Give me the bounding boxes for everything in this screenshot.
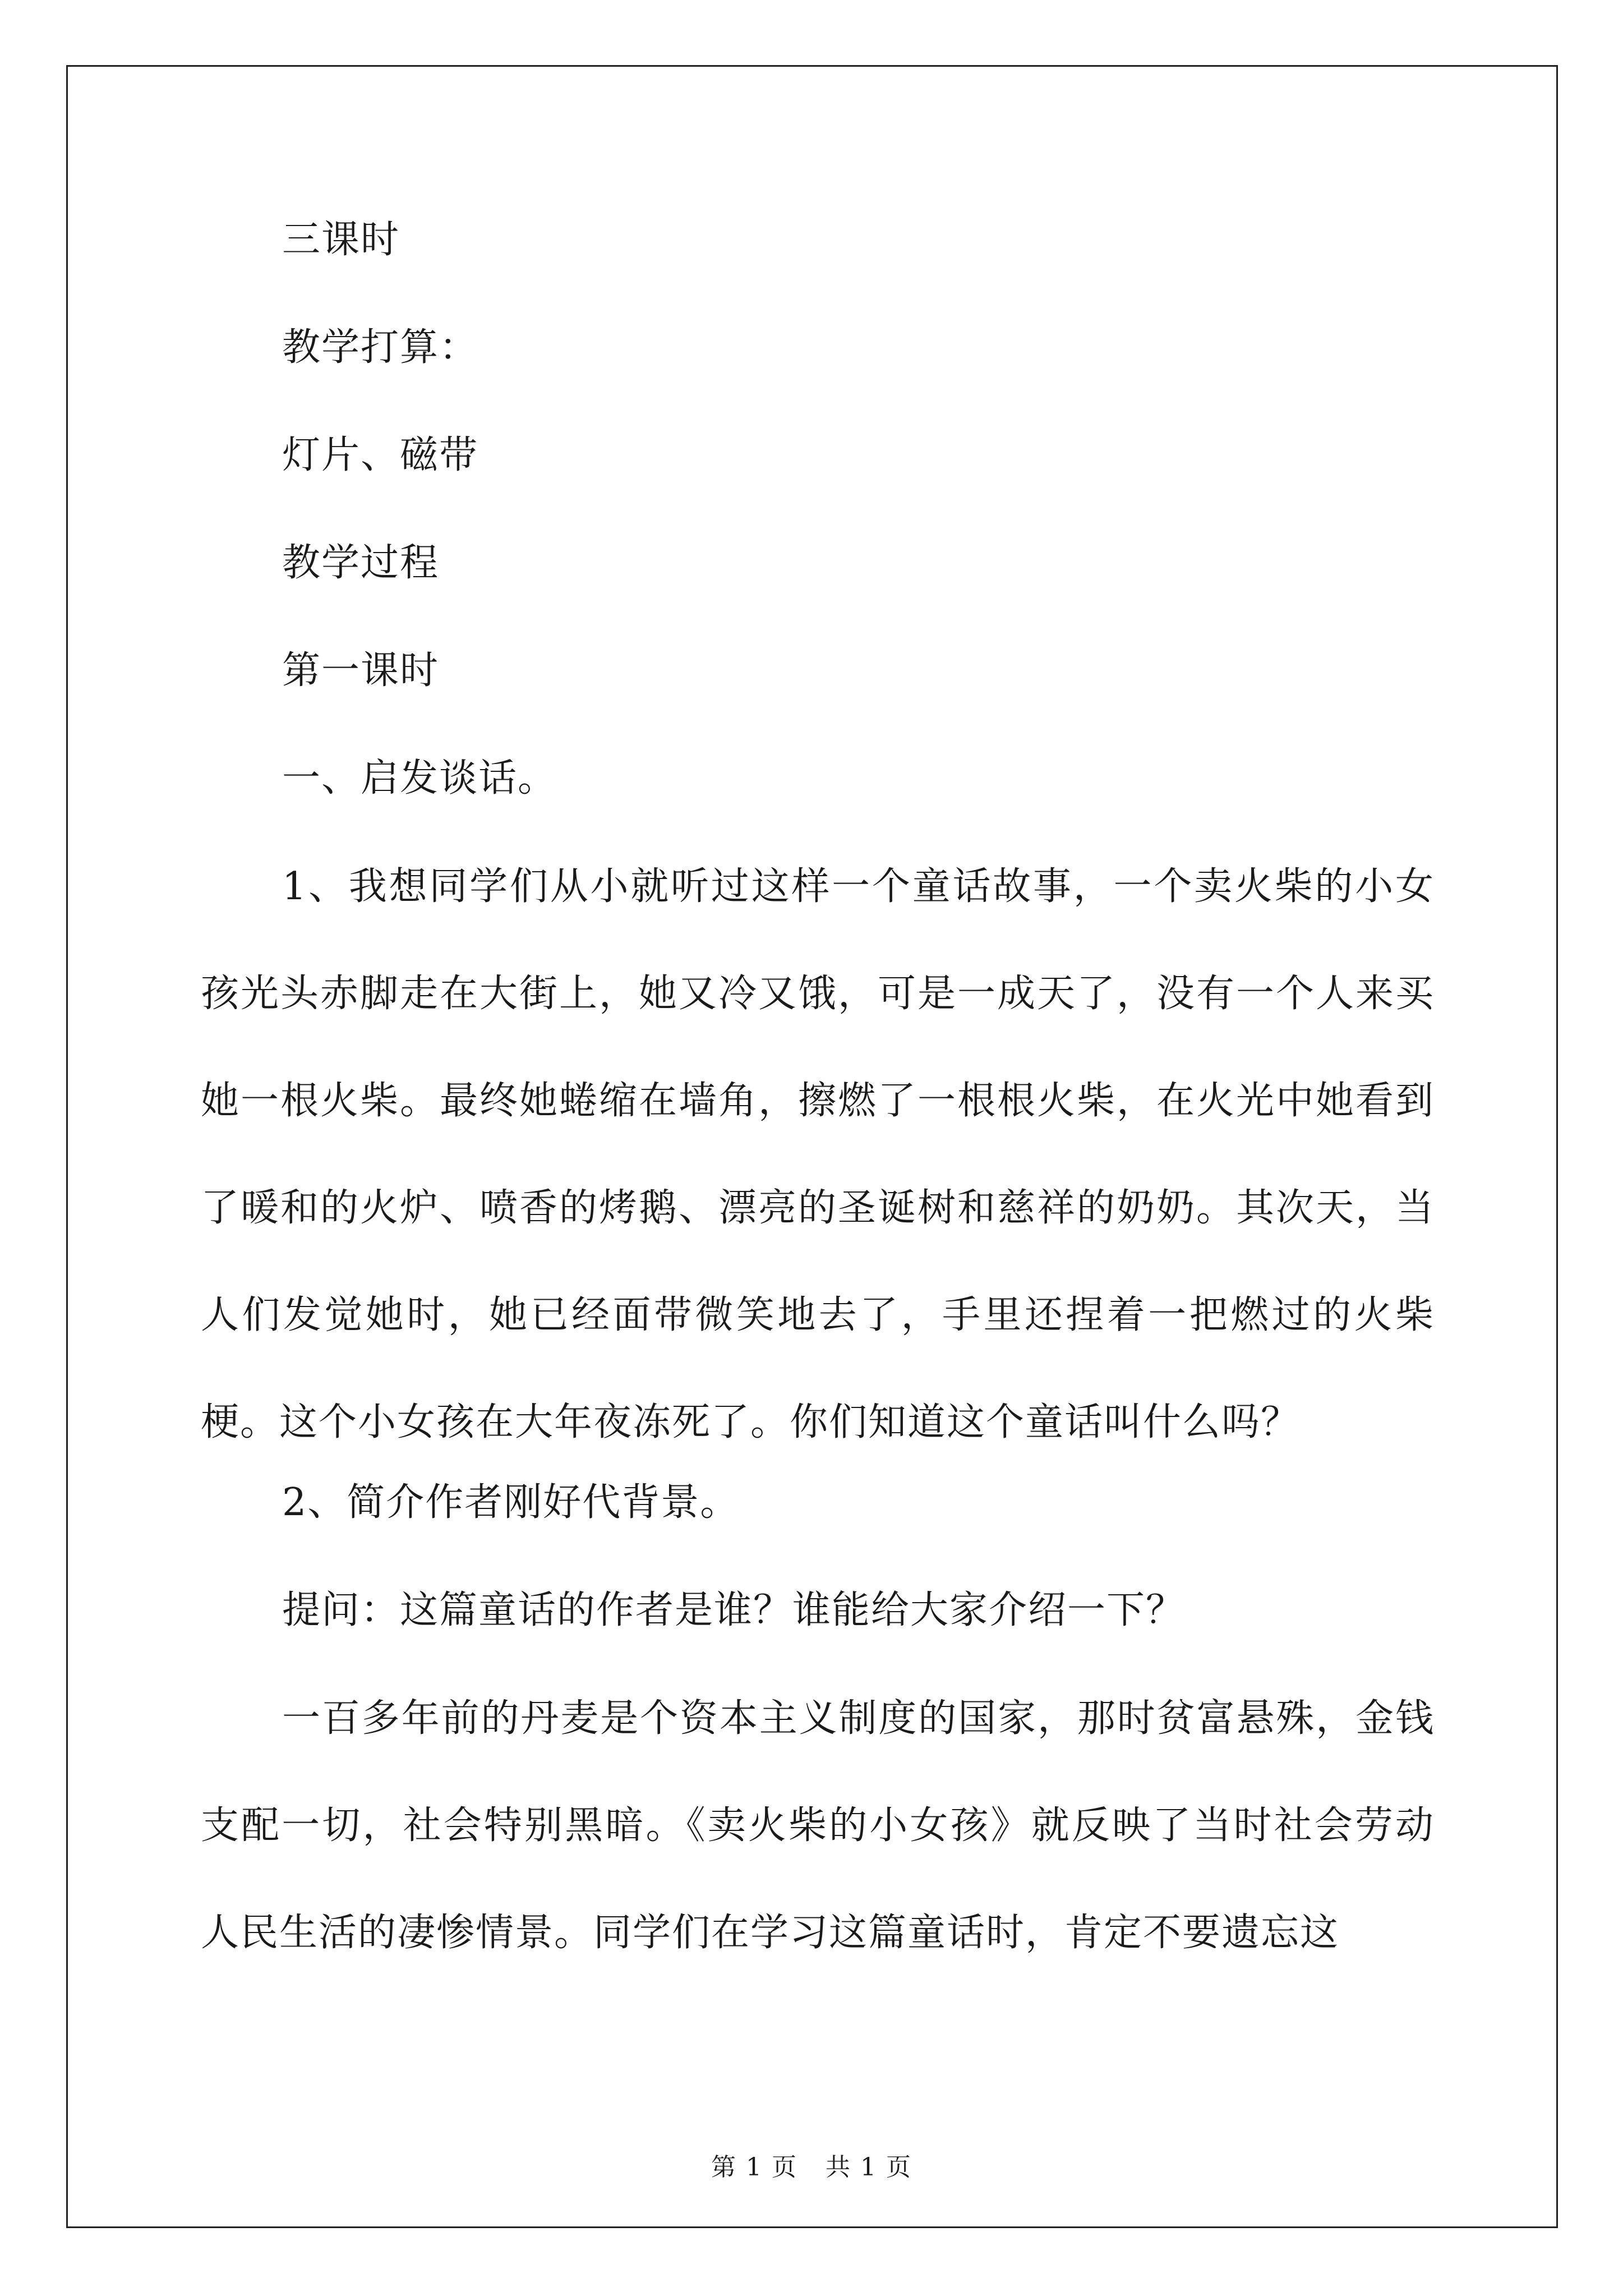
page-total: 共 1 页 (826, 2153, 912, 2182)
document-body (201, 213, 1435, 1986)
heading-teaching-prep: 教学打算： (282, 325, 479, 370)
heading-three-lessons: 三课时 (282, 218, 400, 262)
heading-first-lesson: 第一课时 (282, 648, 440, 693)
paragraph-story-intro: 1、我想同学们从小就听过这样一个童话故事，一个卖火柴的小女孩光头赤脚走在大街上，她又冷又饿，可是一成天了，没有一个人来买她一根火柴。最终她蜷缩在墙角，擦燃了一根根火柴，在火光中她看到了暖和的火炉、喷香的烤鹅、漂亮的圣诞树和慈祥的奶奶。其次天，当人们发觉她时，她已经面带微笑地去了，手里还捏着一把燃过的火柴梗。这个小女孩在大年夜冻死了。你们知道这个童话叫什么吗？ (201, 864, 1435, 1444)
line-materials: 灯片、磁带 (282, 433, 479, 477)
line-question: 提问：这篇童话的作者是谁？谁能给大家介绍一下？ (282, 1588, 1186, 1632)
page-number: 第 1 页 (711, 2153, 797, 2182)
heading-teaching-process: 教学过程 (282, 541, 440, 585)
page-footer (0, 2152, 1623, 2183)
heading-section-one: 一、启发谈话。 (282, 756, 557, 800)
paragraph-background: 一百多年前的丹麦是个资本主义制度的国家，那时贫富悬殊，金钱支配一切，社会特别黑暗。《卖火柴的小女孩》就反映了当时社会劳动人民生活的凄惨情景。同学们在学习这篇童话时，肯定不要遗忘这 (201, 1696, 1435, 1955)
line-author-intro: 2、简介作者刚好代背景。 (282, 1480, 740, 1525)
